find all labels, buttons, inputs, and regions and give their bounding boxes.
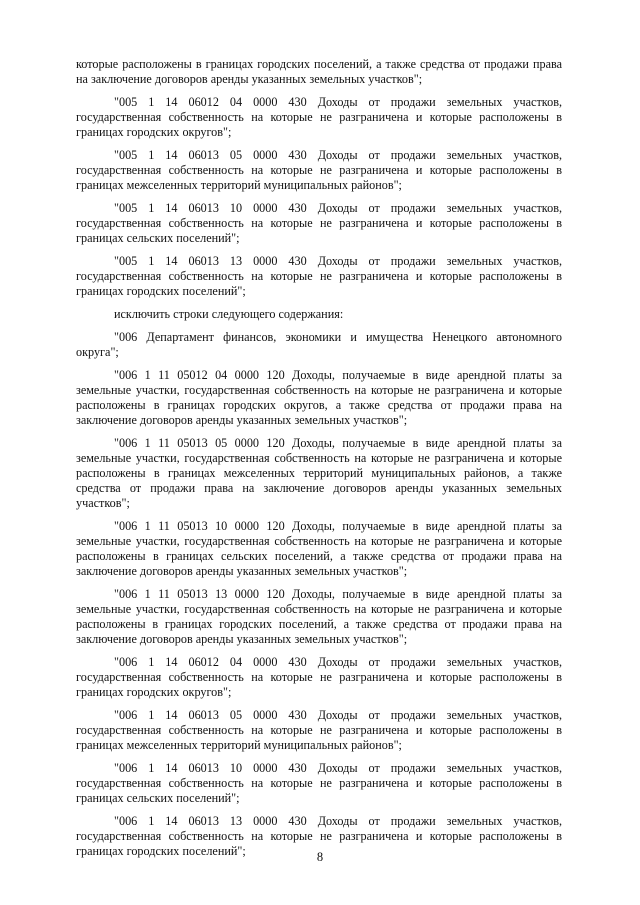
paragraph-006-05013-10: "006 1 11 05013 10 0000 120 Доходы, получаемые в виде арендной платы за земельные участки, государственная собственность на которые не разграничена и которые расположены в границах сельских поселений, а также средства от продажи права на заключение договоров аренды указанных земельных участков"; [76, 519, 562, 578]
paragraph-005-06013-13: "005 1 14 06013 13 0000 430 Доходы от продажи земельных участков, государственная собственность на которые не разграничена и которые расположены в границах городских поселений"; [76, 254, 562, 298]
document-body [76, 57, 562, 867]
paragraph-006-06013-13: "006 1 14 06013 13 0000 430 Доходы от продажи земельных участков, государственная собственность на которые не разграничена и которые расположены в границах городских поселений"; [76, 814, 562, 858]
paragraph-exclude-heading: исключить строки следующего содержания: [114, 307, 344, 321]
paragraph-005-06013-05: "005 1 14 06013 05 0000 430 Доходы от продажи земельных участков, государственная собственность на которые не разграничена и которые расположены в границах межселенных территорий муниципальных районов"; [76, 148, 562, 192]
paragraph-005-06012-04: "005 1 14 06012 04 0000 430 Доходы от продажи земельных участков, государственная собственность на которые не разграничена и которые расположены в границах городских округов"; [76, 95, 562, 139]
paragraph-006-05013-05: "006 1 11 05013 05 0000 120 Доходы, получаемые в виде арендной платы за земельные участки, государственная собственность на которые не разграничена и которые расположены в границах межселенных территорий муниципальных районов, а также средства от продажи права на заключение договоров аренды указанных земельных участков"; [76, 436, 562, 510]
paragraph-006-06013-05: "006 1 14 06013 05 0000 430 Доходы от продажи земельных участков, государственная собственность на которые не разграничена и которые расположены в границах межселенных территорий муниципальных районов"; [76, 708, 562, 752]
paragraph-006-06013-10: "006 1 14 06013 10 0000 430 Доходы от продажи земельных участков, государственная собственность на которые не разграничена и которые расположены в границах сельских поселений"; [76, 761, 562, 805]
paragraph-006-05012-04: "006 1 11 05012 04 0000 120 Доходы, получаемые в виде арендной платы за земельные участки, государственная собственность на которые не разграничена и которые расположены в границах городских округов, а также средства от продажи права на заключение договоров аренды указанных земельных участков"; [76, 368, 562, 427]
paragraph-continuation: которые расположены в границах городских поселений, а также средства от продажи права на заключение договоров аренды указанных земельных участков"; [76, 57, 562, 86]
paragraph-005-06013-10: "005 1 14 06013 10 0000 430 Доходы от продажи земельных участков, государственная собственность на которые не разграничена и которые расположены в границах сельских поселений"; [76, 201, 562, 245]
page-number: 8 [316, 850, 324, 864]
paragraph-006-05013-13: "006 1 11 05013 13 0000 120 Доходы, получаемые в виде арендной платы за земельные участки, государственная собственность на которые не разграничена и которые расположены в границах городских поселений, а также средства от продажи права на заключение договоров аренды указанных земельных участков"; [76, 587, 562, 646]
paragraph-006-department: "006 Департамент финансов, экономики и имущества Ненецкого автономного округа"; [76, 330, 562, 359]
paragraph-006-06012-04: "006 1 14 06012 04 0000 430 Доходы от продажи земельных участков, государственная собственность на которые не разграничена и которые расположены в границах городских округов"; [76, 655, 562, 699]
